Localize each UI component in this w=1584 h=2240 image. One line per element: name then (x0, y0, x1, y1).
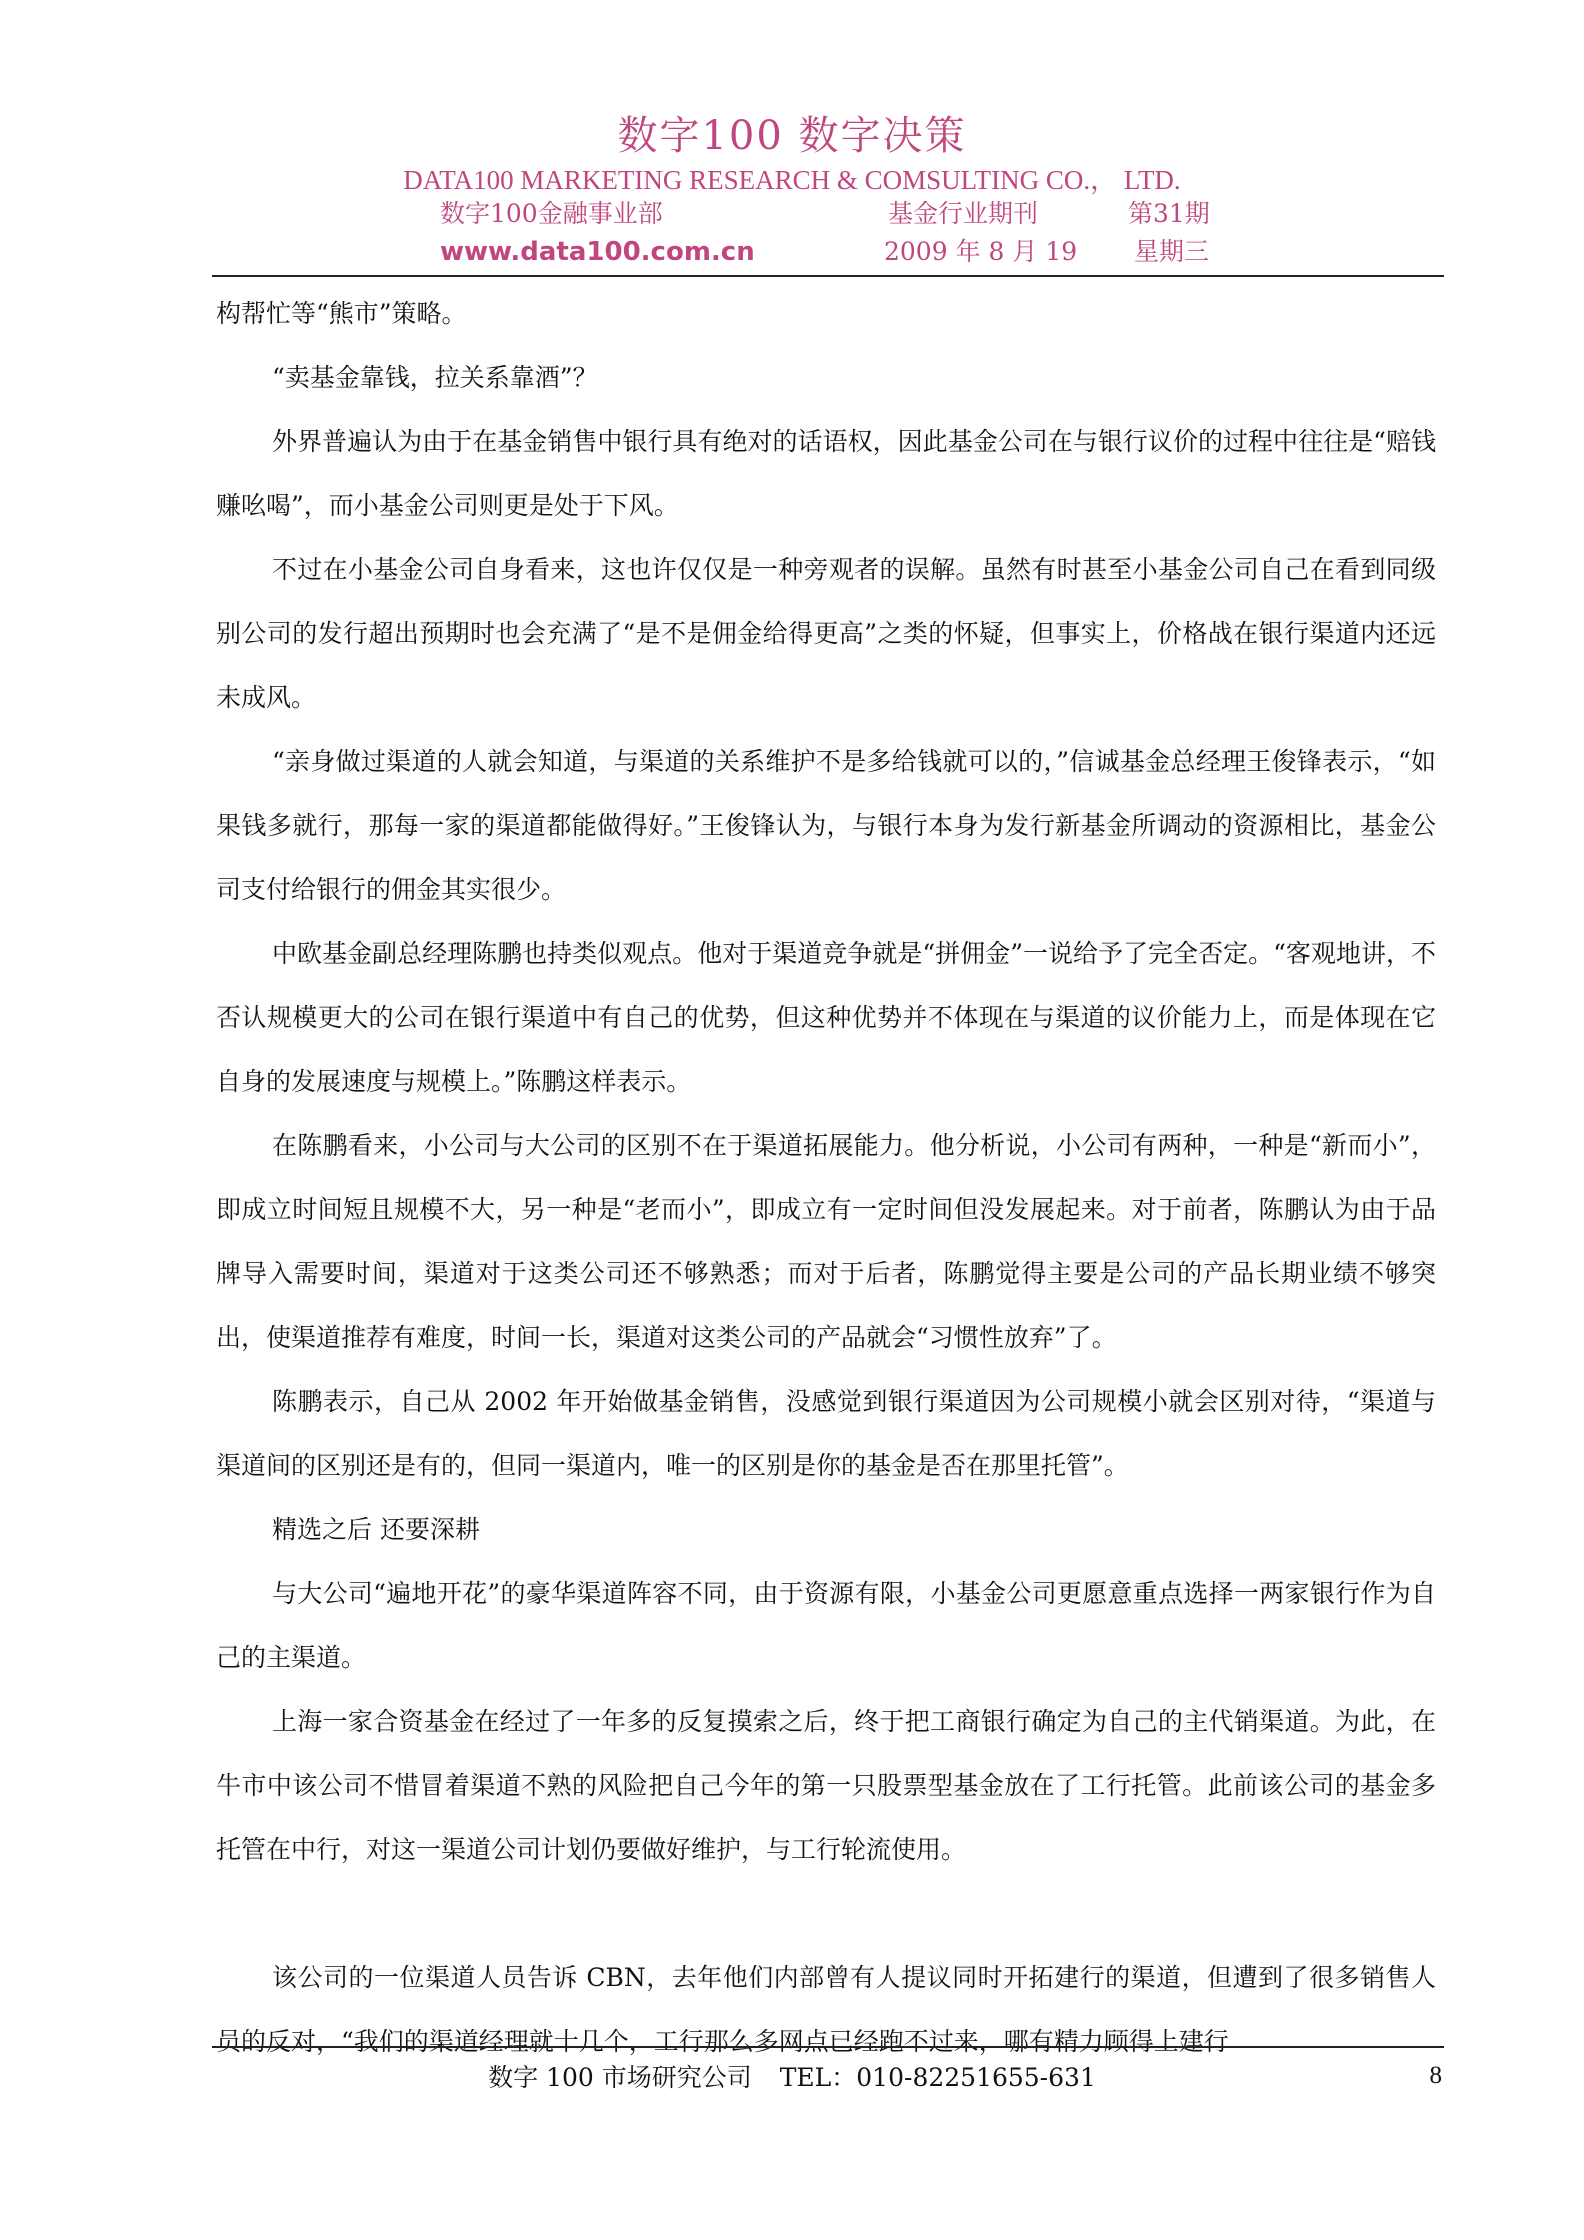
header-department: 数字100金融事业部 (440, 199, 663, 228)
paragraph: “卖基金靠钱，拉关系靠酒”？ (272, 363, 598, 392)
footer-contact (0, 2058, 1584, 2098)
header-issue: 第31期 (1128, 199, 1210, 228)
header-weekday: 星期三 (1134, 237, 1210, 266)
footer-telephone: TEL：010-82251655-631 (779, 2063, 1096, 2092)
paragraph: 中欧基金副总经理陈鹏也持类似观点。他对于渠道竞争就是“拼佣金”一说给予了完全否定。“客观地讲，不否认规模更大的公司在银行渠道中有自己的优势，但这种优势并不体现在与渠道的议价能力上，而是体现在它自身的发展速度与规模上。”陈鹏这样表示。 (216, 939, 1436, 1096)
paragraph: 在陈鹏看来，小公司与大公司的区别不在于渠道拓展能力。他分析说，小公司有两种，一种是“新而小”，即成立时间短且规模不大，另一种是“老而小”，即成立有一定时间但没发展起来。对于前者，陈鹏认为由于品牌导入需要时间，渠道对于这类公司还不够熟悉；而对于后者，陈鹏觉得主要是公司的产品长期业绩不够突出，使渠道推荐有难度，时间一长，渠道对这类公司的产品就会“习惯性放弃”了。 (216, 1131, 1436, 1352)
footer-company: 数字 100 市场研究公司 (488, 2063, 752, 2092)
header-publication: 基金行业期刊 (888, 199, 1039, 228)
page-number: 8 (1429, 2062, 1442, 2089)
paragraph: 不过在小基金公司自身看来，这也许仅仅是一种旁观者的误解。虽然有时甚至小基金公司自己在看到同级别公司的发行超出预期时也会充满了“是不是佣金给得更高”之类的怀疑，但事实上，价格战在银行渠道内还远未成风。 (216, 555, 1436, 712)
paragraph: 外界普遍认为由于在基金销售中银行具有绝对的话语权，因此基金公司在与银行议价的过程中往往是“赔钱赚吆喝”，而小基金公司则更是处于下风。 (216, 427, 1436, 520)
header-company-name: DATA100 MARKETING RESEARCH & COMSULTING CO.， LTD. (403, 165, 1181, 195)
footer-divider (212, 2046, 1444, 2048)
article-body (216, 282, 1436, 2074)
paragraph: “亲身做过渠道的人就会知道，与渠道的关系维护不是多给钱就可以的，”信诚基金总经理王俊锋表示，“如果钱多就行，那每一家的渠道都能做得好。”王俊锋认为，与银行本身为发行新基金所调动的资源相比，基金公司支付给银行的佣金其实很少。 (216, 747, 1436, 904)
paragraph: 与大公司“遍地开花”的豪华渠道阵容不同，由于资源有限，小基金公司更愿意重点选择一两家银行作为自己的主渠道。 (216, 1579, 1436, 1672)
paragraph: 上海一家合资基金在经过了一年多的反复摸索之后，终于把工商银行确定为自己的主代销渠道。为此，在牛市中该公司不惜冒着渠道不熟的风险把自己今年的第一只股票型基金放在了工行托管。此前该公司的基金多托管在中行，对这一渠道公司计划仍要做好维护，与工行轮流使用。 (216, 1707, 1436, 1864)
paragraph: 该公司的一位渠道人员告诉 CBN，去年他们内部曾有人提议同时开拓建行的渠道，但遭到了很多销售人员的反对，“我们的渠道经理就十几个，工行那么多网点已经跑不过来，哪有精力顾得上建行 (216, 1963, 1436, 2056)
header-divider (212, 275, 1444, 277)
paragraph: 构帮忙等“熊市”策略。 (216, 299, 467, 328)
paragraph: 陈鹏表示，自己从 2002 年开始做基金销售，没感觉到银行渠道因为公司规模小就会区别对待，“渠道与渠道间的区别还是有的，但同一渠道内，唯一的区别是你的基金是否在那里托管”。 (216, 1387, 1436, 1480)
header-date: 2009 年 8 月 19 (884, 237, 1078, 266)
header-title: 数字100 数字决策 (617, 113, 967, 159)
section-heading: 精选之后 还要深耕 (272, 1515, 480, 1544)
header-website: www.data100.com.cn (440, 237, 755, 267)
